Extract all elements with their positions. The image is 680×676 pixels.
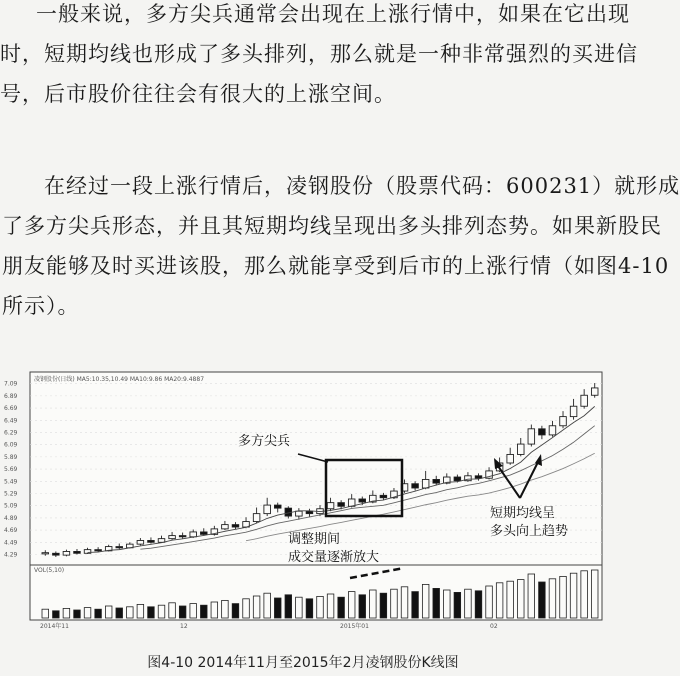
paragraph-line: 时，短期均线也形成了多头排列，那么就是一种非常强烈的买进信 <box>0 42 638 66</box>
volume-bar <box>486 586 493 618</box>
candle-body <box>338 503 345 507</box>
candle-body <box>116 547 123 548</box>
volume-bar <box>158 605 165 618</box>
paragraph-line: 号，后市股价往往会有很大的上涨空间。 <box>0 82 396 106</box>
volume-bar <box>232 604 239 618</box>
volume-bar <box>222 600 229 618</box>
volume-bar <box>116 608 123 618</box>
candle-body <box>412 484 419 488</box>
volume-bar <box>549 579 556 618</box>
candle-body <box>179 536 186 537</box>
candle-body <box>560 417 567 426</box>
x-tick-label: 02 <box>490 623 498 630</box>
annotation-adjust-line-1: 调整期间 <box>288 532 341 547</box>
volume-bar <box>507 581 514 618</box>
volume-bar <box>475 591 482 618</box>
volume-bar <box>380 593 387 618</box>
volume-bar <box>412 592 419 618</box>
volume-bar <box>264 593 271 618</box>
candle-body <box>517 444 524 454</box>
y-tick-label: 5.29 <box>4 490 18 498</box>
y-tick-label: 5.49 <box>4 478 18 486</box>
candle-body <box>42 553 49 554</box>
volume-bar <box>317 596 324 618</box>
volume-bar <box>581 571 588 618</box>
candle-body <box>475 476 482 478</box>
volume-bar <box>391 589 398 618</box>
annotation-ma-line-1: 短期均线呈 <box>490 506 556 521</box>
volume-bar <box>285 595 292 618</box>
volume-bar <box>243 599 250 618</box>
y-tick-label: 5.89 <box>4 453 18 461</box>
volume-bar <box>190 604 197 618</box>
volume-bar <box>338 597 345 618</box>
candlestick-chart-figure <box>0 370 606 638</box>
y-tick-label: 6.69 <box>4 405 18 413</box>
paragraph-line: 所示）。 <box>2 294 80 318</box>
candle-body <box>190 532 197 537</box>
candle-body <box>507 454 514 463</box>
volume-bar <box>517 580 524 618</box>
volume-bar <box>348 592 355 618</box>
volume-bar <box>465 589 472 618</box>
volume-bar <box>359 595 366 618</box>
candle-body <box>422 479 429 488</box>
volume-bar <box>200 605 207 618</box>
volume-bar <box>306 599 313 618</box>
volume-bar <box>560 576 567 618</box>
volume-bar <box>401 587 408 618</box>
x-tick-label: 2014年11 <box>40 623 69 630</box>
candle-body <box>253 514 260 522</box>
y-tick-label: 4.49 <box>4 539 18 547</box>
volume-bar <box>95 609 102 618</box>
volume-bar <box>84 608 91 618</box>
volume-bar <box>433 588 440 618</box>
y-tick-label: 6.49 <box>4 417 18 425</box>
y-tick-label: 5.09 <box>4 502 18 510</box>
candle-body <box>306 511 313 513</box>
y-tick-label: 5.69 <box>4 466 18 474</box>
volume-bar <box>454 592 461 618</box>
annotation-adjust-line-2: 成交量逐渐放大 <box>288 550 380 565</box>
candle-body <box>169 536 176 539</box>
chart-header-text: 凌钢股份(日线) MA5:10.35,10.49 MA10:9.86 MA20:9.4887 <box>34 376 205 383</box>
volume-bar <box>42 609 49 618</box>
y-tick-label: 4.69 <box>4 527 18 535</box>
candle-body <box>359 499 366 502</box>
candle-body <box>200 532 207 534</box>
candle-body <box>296 511 303 516</box>
volume-bar <box>53 611 60 618</box>
paragraph-line: 了多方尖兵形态，并且其短期均线呈现出多头排列态势。如果新股民 <box>2 214 662 238</box>
volume-bar <box>327 594 334 618</box>
paragraph-2 <box>0 166 680 326</box>
volume-bar <box>148 607 155 618</box>
volume-bar <box>137 604 144 618</box>
volume-label: VOL(5,10) <box>34 567 65 574</box>
y-tick-label: 6.29 <box>4 429 18 437</box>
candle-body <box>274 505 281 508</box>
candle-body <box>327 503 334 509</box>
paragraph-1 <box>0 0 638 114</box>
candle-body <box>570 406 577 416</box>
volume-bar <box>211 602 218 618</box>
x-tick-label: 2015年01 <box>340 623 369 630</box>
volume-bar <box>422 584 429 618</box>
volume-bar <box>105 606 112 618</box>
candle-body <box>591 388 598 395</box>
volume-bar <box>539 582 546 618</box>
candle-body <box>95 550 102 551</box>
paragraph-line: 在经过一段上涨行情后，凌钢股份（股票代码：600231）就形成 <box>44 174 680 198</box>
y-tick-label: 6.09 <box>4 441 18 449</box>
candle-body <box>232 525 239 527</box>
volume-bar <box>296 597 303 618</box>
figure-caption: 图4-10 2014年11月至2015年2月凌钢股份K线图 <box>147 655 459 671</box>
candle-body <box>581 395 588 406</box>
volume-bar <box>169 603 176 618</box>
annotation-ma-line-2: 多头向上趋势 <box>490 524 569 539</box>
candle-body <box>528 429 535 444</box>
y-tick-label: 7.09 <box>4 380 18 388</box>
paragraph-line: 一般来说，多方尖兵通常会出现在上涨行情中，如果在它出现 <box>36 2 630 26</box>
volume-bar <box>444 590 451 618</box>
volume-bar <box>179 606 186 618</box>
candle-body <box>74 551 81 553</box>
y-tick-label: 4.89 <box>4 514 18 522</box>
candle-body <box>222 525 229 529</box>
volume-bar <box>528 574 535 618</box>
y-tick-label: 6.89 <box>4 392 18 400</box>
candle-body <box>380 495 387 497</box>
volume-bar <box>570 573 577 618</box>
volume-bar <box>370 590 377 618</box>
volume-bar <box>591 570 598 618</box>
volume-bar <box>253 596 260 618</box>
candle-body <box>454 477 461 481</box>
candle-body <box>433 479 440 483</box>
candle-body <box>63 551 70 555</box>
candle-body <box>148 540 155 542</box>
volume-bar <box>496 583 503 618</box>
candle-body <box>137 540 144 544</box>
annotation-spike: 多方尖兵 <box>238 434 291 449</box>
y-tick-label: 4.29 <box>4 551 18 559</box>
candle-body <box>53 553 60 555</box>
candle-body <box>539 429 546 435</box>
volume-bar <box>74 610 81 618</box>
candle-body <box>264 505 271 514</box>
x-tick-label: 12 <box>180 623 188 630</box>
volume-bar <box>274 598 281 618</box>
volume-bar <box>127 607 134 618</box>
volume-bar <box>63 608 70 618</box>
candle-body <box>549 426 556 435</box>
paragraph-line: 朋友能够及时买进该股，那么就能享受到后市的上涨行情（如图4-10 <box>2 254 670 278</box>
